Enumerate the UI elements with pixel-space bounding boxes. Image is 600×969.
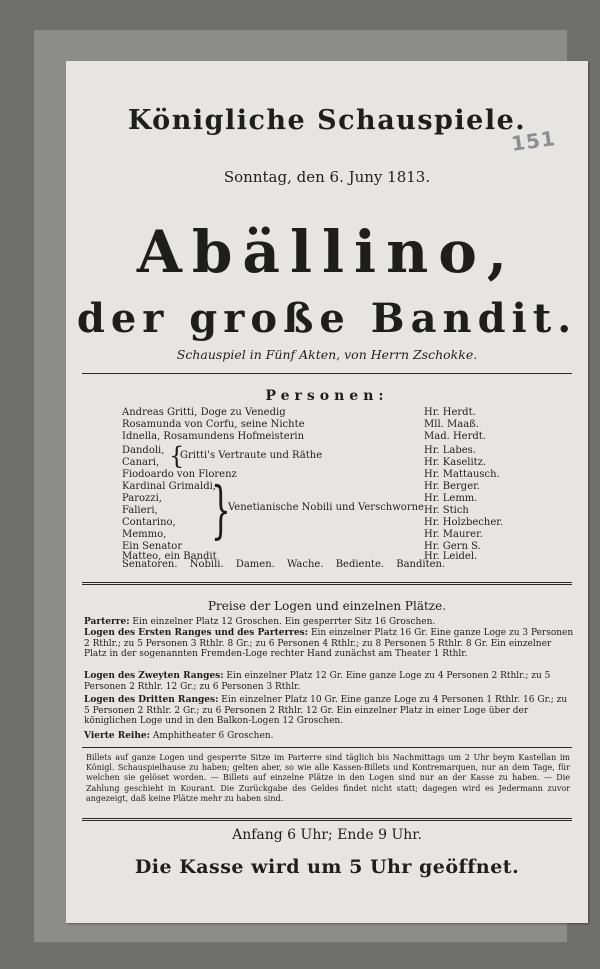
price-label: Logen des Ersten Ranges und des Parterres: [84, 628, 309, 638]
price-label: Parterre: [84, 617, 130, 627]
price-entry [84, 731, 574, 742]
cast-role: Falieri, [122, 505, 158, 516]
cast-role: Parozzi, [122, 493, 162, 504]
cast-actor: Hr. Maurer. [424, 529, 483, 540]
price-details: Ein einzelner Platz 12 Gr. Eine ganze Loge zu 4 Personen 2 Rthlr.; zu 5 Personen 2 Rthlr. 12 Gr.; zu 6 Personen 3 Rthlr. [84, 671, 551, 692]
ticket-notice: Billets auf ganze Logen und gesperrte Sitze im Parterre sind täglich bis Nachmittags um 2 Uhr beym Kastellan im Königl. Schauspielhause zu haben; gelten aber, so wie alle Kassen-Billets und Kontremarquen, nur an dem Tage, für welchen sie gelöset worden. — Billets auf einzelne Plätze in den Logen sind nur an der Kasse zu haben. — Die Zahlung geschieht in Kourant. Die Zurückgabe des Geldes findet nicht statt; dagegen wird es Jedermann zuvor angezeigt, daß keine Plätze mehr zu haben sind. [86, 753, 570, 803]
cast-role: Idnella, Rosamundens Hofmeisterin [122, 431, 305, 442]
divider-rule [82, 818, 572, 821]
price-details: Ein einzelner Platz 16 Gr. Eine ganze Loge zu 3 Personen 2 Rthlr.; zu 5 Personen 3 Rthlr. 8 Gr.; zu 6 Personen 4 Rthlr.; zu 8 Personen 5 Rthlr. 8 Gr. Ein einzelner Platz in der sogenannten Fremden-Loge rechter Hand zunächst am Theater 1 Rthlr. [84, 628, 574, 660]
box-office-note: Die Kasse wird um 5 Uhr geöffnet. [134, 856, 520, 878]
price-label: Logen des Zweyten Ranges: [84, 671, 224, 681]
price-label: Vierte Reihe: [84, 731, 150, 741]
cast-role: Ein Senator [122, 541, 183, 552]
group-label-conspirators: Venetianische Nobili und Verschworne [228, 502, 424, 513]
cast-actor: Hr. Mattausch. [424, 469, 500, 480]
genre-author-line: Schauspiel in Fünf Akten, von Herrn Zschokke. [176, 347, 478, 362]
group-label-confidants: Gritti's Vertraute und Räthe [180, 450, 323, 461]
cast-role: Dandoli, [122, 445, 165, 456]
divider-rule [82, 582, 572, 585]
cast-actor: Hr. Labes. [424, 445, 476, 456]
price-entry [84, 695, 574, 727]
cast-actor: Hr. Leidel. [424, 551, 478, 562]
cast-role: Contarino, [122, 517, 176, 528]
cast-actor: Hr. Herdt. [424, 407, 476, 418]
cast-role: Matteo, ein Bandit [122, 551, 217, 562]
cast-role: Rosamunda von Corfu, seine Nichte [122, 419, 305, 430]
price-details: Ein einzelner Platz 10 Gr. Eine ganze Loge zu 4 Personen 1 Rthlr. 16 Gr.; zu 5 Personen 2 Rthlr. 2 Gr.; zu 6 Personen 2 Rthlr. 12 Gr. Ein einzelner Platz in einer Loge über der königlichen Loge und in den Balkon-Logen 12 Groschen. [84, 695, 568, 727]
cast-heading: Personen: [265, 388, 389, 404]
price-entry [84, 617, 574, 628]
cast-actor: Hr. Gern S. [424, 541, 481, 552]
price-details: Amphitheater 6 Groschen. [149, 731, 274, 741]
price-entry [84, 628, 574, 660]
supernumeraries-line: Senatoren. Nobili. Damen. Wache. Bediente. Banditen. [122, 559, 446, 570]
cast-role: Andreas Gritti, Doge zu Venedig [122, 407, 286, 418]
prices-heading: Preise der Logen und einzelnen Plätze. [207, 599, 447, 613]
pencil-annotation: 151 [509, 126, 558, 156]
cast-actor: Hr. Holzbecher. [424, 517, 504, 528]
theatre-title: Königliche Schauspiele. [127, 105, 527, 136]
cast-actor: Mll. Maaß. [424, 419, 480, 430]
play-subtitle: der große Bandit. [76, 295, 578, 342]
divider-rule [82, 373, 572, 374]
cast-actor: Hr. Stich [424, 505, 469, 516]
divider-rule [82, 747, 572, 748]
cast-actor: Mad. Herdt. [424, 431, 486, 442]
price-label: Logen des Dritten Ranges: [84, 695, 219, 705]
cast-actor: Hr. Berger. [424, 481, 480, 492]
cast-actor: Hr. Lemm. [424, 493, 478, 504]
cast-role: Fiodoardo von Florenz [122, 469, 237, 480]
performance-times: Anfang 6 Uhr; Ende 9 Uhr. [232, 827, 422, 843]
cast-role: Memmo, [122, 529, 167, 540]
price-entry [84, 671, 574, 692]
cast-role: Kardinal Grimaldi, [122, 481, 216, 492]
play-title: Abällino, [136, 218, 518, 286]
price-details: Ein einzelner Platz 12 Groschen. Ein gesperrter Sitz 16 Groschen. [129, 617, 436, 627]
brace-symbol: { [169, 442, 185, 470]
cast-role: Canari, [122, 457, 160, 468]
cast-actor: Hr. Kaselitz. [424, 457, 487, 468]
brace-symbol: } [211, 473, 231, 546]
playbill-sheet [66, 61, 588, 923]
performance-date: Sonntag, den 6. Juny 1813. [223, 168, 431, 186]
